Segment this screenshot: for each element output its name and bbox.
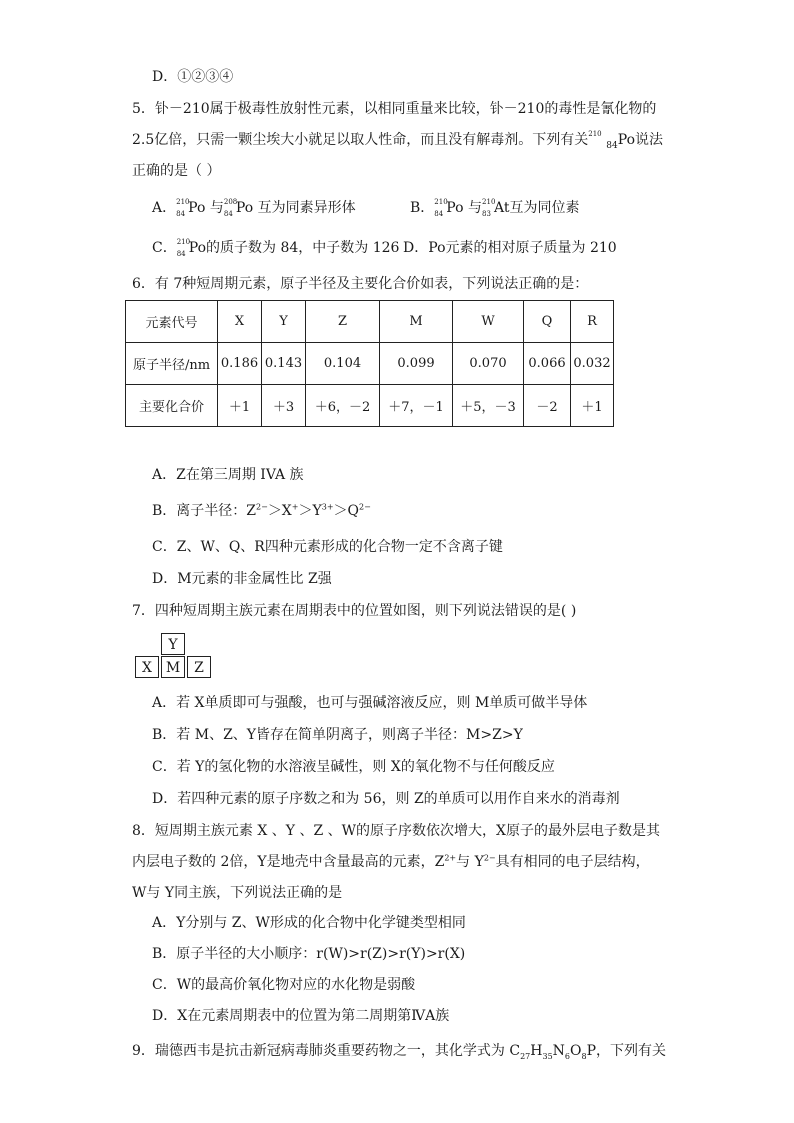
grid-cell-m: M [161,656,185,678]
nuclide-po210: 210 84 [176,198,190,218]
table-cell: ＋1 [218,385,262,427]
q7-option-d: D．若四种元素的原子序数之和为 56，则 Z的单质可以用作自来水的消毒剂 [152,791,620,807]
q6-option-c: C．Z、W、Q、R四种元素形成的化合物一定不含离子键 [152,539,503,555]
table-cell: 0.143 [262,343,306,385]
q8-stem-line2: 内层电子数的 2倍，Y是地壳中含量最高的元素，$Z^{2+}$与 $Y^{2-}$具有相同的电子层结构， [132,853,650,870]
nuclide-po210: 210 [588,130,602,138]
table-cell: ＋3 [262,385,306,427]
grid-cell-y: Y [161,633,185,655]
grid-cell-x: X [135,656,159,678]
q5-option-a: A． 210 84 Po 与 208 84 Po 互为同素异形体 [152,198,356,218]
q9-stem-line1: 9．瑞德西韦是抗击新冠病毒肺炎重要药物之一，其化学式为 $C_{27}H_{35}N_6O_8P$，下列有关 [132,1043,667,1061]
q8-option-d: D．X在元素周期表中的位置为第二周期第ⅣA族 [152,1008,450,1024]
table-cell: 0.070 [453,343,524,385]
table-cell: 0.104 [306,343,380,385]
q5-stem-line3: 正确的是（ ） [132,163,221,179]
q6-stem: 6．有 7种短周期元素，原子半径及主要化合价如表，下列说法正确的是： [132,276,589,292]
table-cell: ＋6，－2 [306,385,380,427]
table-cell: ＋7，－1 [380,385,453,427]
q8-stem-line3: W与 Y同主族，下列说法正确的是 [132,885,343,901]
table-cell: ＋1 [571,385,614,427]
table-cell: 0.032 [571,343,614,385]
q6-option-d: D．M元素的非金属性比 Z强 [152,571,332,587]
table-cell: 主要化合价 [126,385,218,427]
table-cell: 元素代号 [126,301,218,343]
table-cell: 0.186 [218,343,262,385]
table-cell: 0.099 [380,343,453,385]
table-cell: 0.066 [524,343,571,385]
element-table [125,300,614,427]
table-cell: X [218,301,262,343]
q6-option-b: B．离子半径：$Z^{2-}>X^+>Y^{3+}>Q^{2-}$ [152,502,371,519]
grid-cell-z: Z [187,656,211,678]
table-cell: Z [306,301,380,343]
q6-option-a: A．Z在第三周期 IVA 族 [152,467,304,483]
q5-option-d: D．Po元素的相对原子质量为 210 [403,240,617,256]
q7-option-a: A．若 X单质即可与强酸，也可与强碱溶液反应，则 M单质可做半导体 [152,695,588,711]
table-cell: Q [524,301,571,343]
table-cell: 原子半径/nm [126,343,218,385]
q8-option-b: B．原子半径的大小顺序：r(W)>r(Z)>r(Y)>r(X) [152,946,466,962]
table-cell: M [380,301,453,343]
q7-stem: 7．四种短周期主族元素在周期表中的位置如图，则下列说法错误的是( ) [132,603,577,619]
q8-option-c: C．W的最高价氧化物对应的水化物是弱酸 [152,977,416,993]
table-row [126,301,614,343]
q5-stem-line1: 5．钋－210属于极毒性放射性元素，以相同重量来比较，钋－210的毒性是氰化物的 [132,101,657,117]
table-row [126,343,614,385]
table-cell: W [453,301,524,343]
q5-option-c: C． 210 84 Po的质子数为 84，中子数为 126 [152,238,400,258]
q5-stem-line2: 2.5亿倍，只需一颗尘埃大小就足以取人性命，而且没有解毒剂。下列有关 210 $_{84}$Po说法 [132,130,663,151]
q8-stem-line1: 8．短周期主族元素 X 、Y 、Z 、W的原子序数依次增大，X原子的最外层电子数是其 [132,823,660,839]
q7-option-c: C．若 Y的氢化物的水溶液呈碱性，则 X的氧化物不与任何酸反应 [152,759,555,775]
q5-option-b: B． 210 84 Po 与 210 83 At互为同位素 [410,198,580,218]
table-cell: Y [262,301,306,343]
q7-option-b: B．若 M、Z、Y皆存在简单阴离子，则离子半径：M>Z>Y [152,727,523,743]
table-cell: ＋5，－3 [453,385,524,427]
table-cell: R [571,301,614,343]
table-cell: －2 [524,385,571,427]
q8-option-a: A．Y分别与 Z、W形成的化合物中化学键类型相同 [152,915,466,931]
table-row [126,385,614,427]
q4-option-d: D．①②③④ [152,69,234,85]
